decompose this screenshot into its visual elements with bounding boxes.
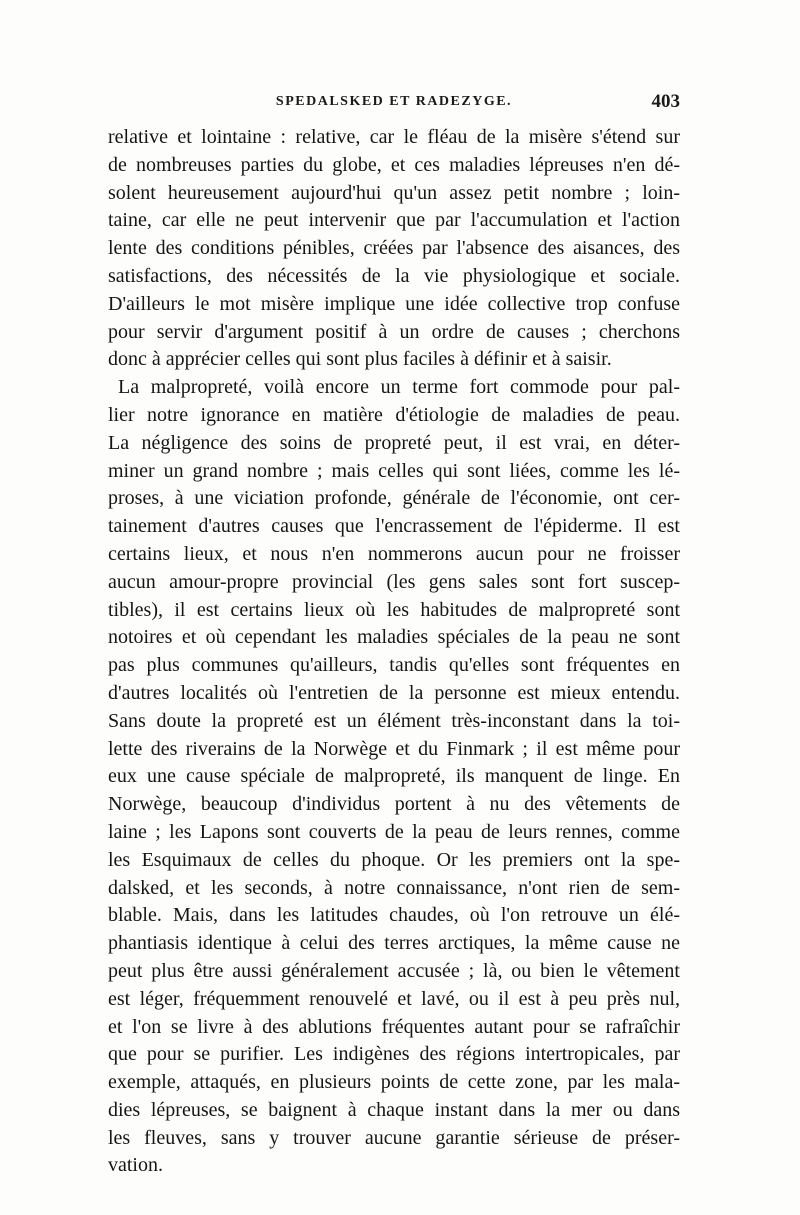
text-line: D'ailleurs le mot misère implique une idée collective trop confuse [108, 292, 680, 315]
text-line: donc à apprécier celles qui sont plus faciles à définir et à saisir. [108, 348, 612, 371]
text-line: proses, à une viciation profonde, générale de l'économie, ont cer- [108, 487, 680, 510]
text-line: La négligence des soins de propreté peut, il est vrai, en déter- [108, 431, 680, 454]
text-line: vation. [108, 1154, 163, 1177]
text-line: exemple, attaqués, en plusieurs points de cette zone, par les mala- [108, 1071, 680, 1094]
text-line: Norwège, beaucoup d'individus portent à nu des vêtements de [108, 793, 680, 816]
text-line: Sans doute la propreté est un élément très-inconstant dans la toi- [108, 709, 680, 732]
text-line: satisfactions, des nécessités de la vie physiologique et sociale. [108, 264, 680, 287]
text-line: les Esquimaux de celles du phoque. Or les premiers ont la spe- [108, 848, 680, 871]
text-line: lier notre ignorance en matière d'étiologie de maladies de peau. [108, 403, 680, 426]
text-line: lente des conditions pénibles, créées par l'absence des aisances, des [108, 237, 680, 260]
page-number: 403 [651, 91, 680, 112]
text-line: dalsked, et les seconds, à notre connaissance, n'ont rien de sem- [108, 876, 680, 899]
text-line: laine ; les Lapons sont couverts de la peau de leurs rennes, comme [108, 820, 680, 843]
text-line: d'autres localités où l'entretien de la personne est mieux entendu. [108, 681, 680, 704]
text-line: La malpropreté, voilà encore un terme fort commode pour pal- [118, 376, 680, 399]
text-line: tibles), il est certains lieux où les habitudes de malpropreté sont [108, 598, 680, 621]
text-line: et l'on se livre à des ablutions fréquentes autant pour se rafraîchir [108, 1015, 680, 1038]
text-line: miner un grand nombre ; mais celles qui sont liées, comme les lé- [108, 459, 680, 482]
text-line: de nombreuses parties du globe, et ces maladies lépreuses n'en dé- [108, 153, 680, 176]
body-text [108, 124, 680, 1180]
text-line: taine, car elle ne peut intervenir que par l'accumulation et l'action [108, 209, 680, 232]
text-line: que pour se purifier. Les indigènes des régions intertropicales, par [108, 1043, 680, 1066]
text-line: peut plus être aussi généralement accusée ; là, ou bien le vêtement [108, 959, 680, 982]
running-title: SPEDALSKED ET RADEZYGE. [275, 94, 513, 109]
text-line: notoires et où cependant les maladies spéciales de la peau ne sont [108, 626, 680, 649]
text-line: blable. Mais, dans les latitudes chaudes, où l'on retrouve un élé- [108, 904, 680, 927]
text-line: est léger, fréquemment renouvelé et lavé, ou il est à peu près nul, [108, 987, 680, 1010]
text-line: tainement d'autres causes que l'encrassement de l'épiderme. Il est [108, 515, 680, 538]
text-line: eux une cause spéciale de malpropreté, ils manquent de linge. En [108, 765, 680, 788]
text-line: relative et lointaine : relative, car le fléau de la misère s'étend sur [108, 126, 680, 148]
text-line: pour servir d'argument positif à un ordre de causes ; cherchons [108, 320, 680, 343]
text-line: certains lieux, et nous n'en nommerons aucun pour ne froisser [108, 542, 680, 565]
text-line: pas plus communes qu'ailleurs, tandis qu'elles sont fréquentes en [108, 654, 680, 677]
text-line: phantiasis identique à celui des terres arctiques, la même cause ne [108, 932, 680, 955]
text-line: solent heureusement aujourd'hui qu'un assez petit nombre ; loin- [108, 181, 680, 204]
text-line: aucun amour-propre provincial (les gens sales sont fort suscep- [108, 570, 680, 593]
page-header [108, 91, 680, 116]
text-line: lette des riverains de la Norwège et du Finmark ; il est même pour [108, 737, 680, 760]
text-line: dies lépreuses, se baignent à chaque instant dans la mer ou dans [108, 1098, 680, 1121]
text-line: les fleuves, sans y trouver aucune garantie sérieuse de préser- [108, 1126, 680, 1149]
